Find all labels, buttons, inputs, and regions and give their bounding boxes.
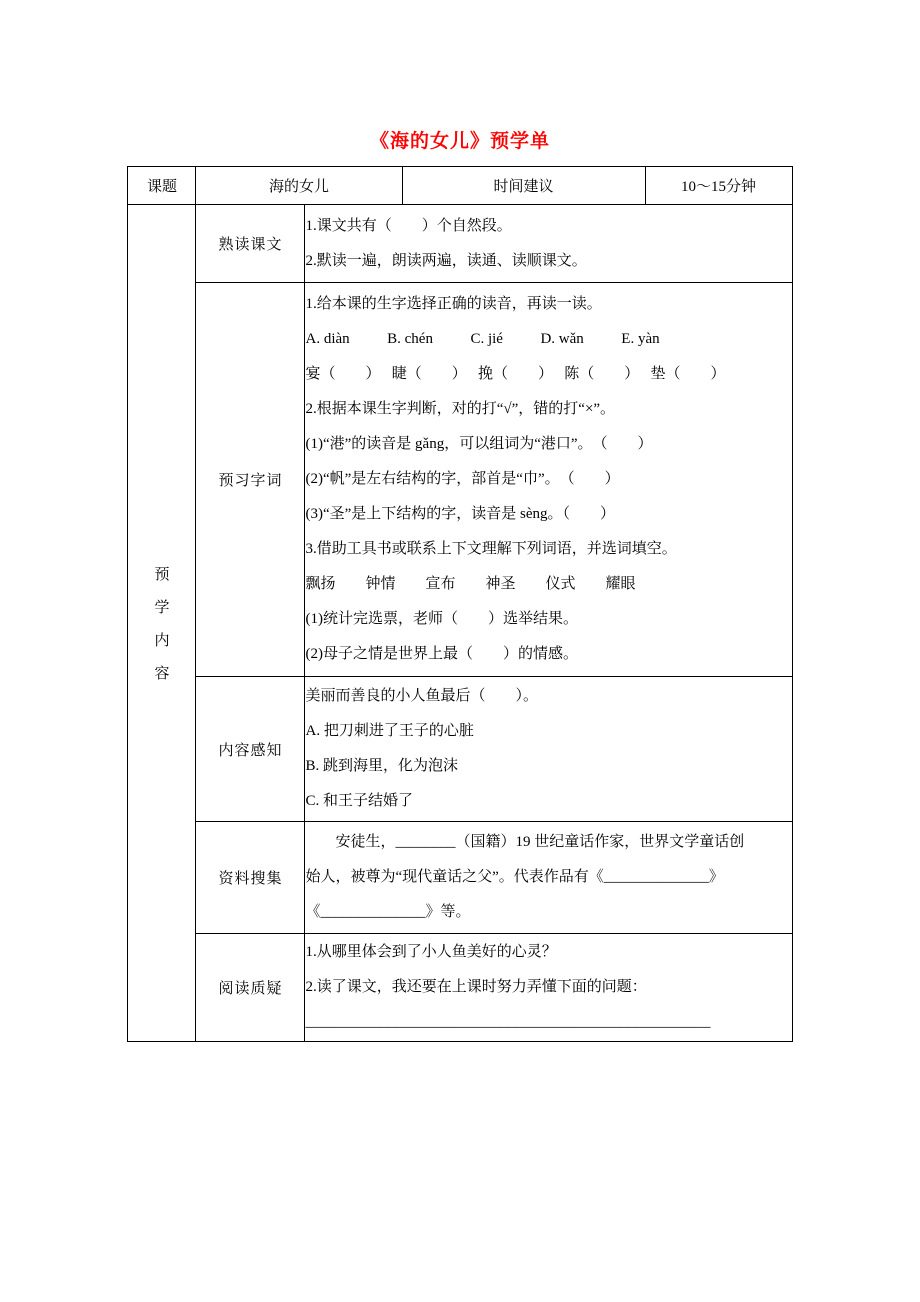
content-line: (1)“港”的读音是 gǎng，可以组词为“港口”。 （ ） xyxy=(305,436,653,452)
section-content-material-collection xyxy=(305,822,792,934)
time-value-cell: 10～15分钟 xyxy=(645,167,792,205)
content-line: 3.借助工具书或联系上下文理解下列词语，并选词填空。 xyxy=(305,541,677,557)
content-line: 1.课文共有（ ）个自然段。 xyxy=(305,217,512,234)
content-line: 宴（ ） 睫（ ） 挽（ ） 陈（ ） 垫（ ） xyxy=(305,366,726,382)
time-label-cell: 时间建议 xyxy=(402,167,645,205)
content-line: 2.读了课文，我还要在上课时努力弄懂下面的问题： xyxy=(305,979,647,995)
row-content-perception xyxy=(128,677,792,822)
vertical-label-char: 内 xyxy=(154,633,170,649)
subject-value-cell: 海的女儿 xyxy=(196,167,402,205)
section-content-content-perception xyxy=(305,677,792,822)
content-line: B. 跳到海里，化为泡沫 xyxy=(305,758,458,774)
content-line: 《______________》等。 xyxy=(305,904,471,920)
section-label-reading-questions: 阅读质疑 xyxy=(196,934,305,1042)
content-line: (2)母子之情是世界上最（ ）的情感。 xyxy=(305,646,578,662)
page-title: 《海的女儿》预学单 xyxy=(369,131,550,152)
row-preview-words xyxy=(128,283,792,677)
content-line: 2.根据本课生字判断，对的打“√”，错的打“×”。 xyxy=(305,401,616,417)
content-line: (2)“帆”是左右结构的字，部首是“巾”。 （ ） xyxy=(305,471,620,487)
section-label-material-collection: 资料搜集 xyxy=(196,822,305,934)
blank-answer-line: ______________________________________________________ xyxy=(305,1014,711,1030)
section-content-read-text xyxy=(305,205,792,283)
section-label-read-text: 熟读课文 xyxy=(196,205,305,283)
content-line: (3)“圣”是上下结构的字，读音是 sèng。（ ） xyxy=(305,506,616,522)
vertical-label-char: 学 xyxy=(154,600,170,616)
content-line: A. diàn B. chén C. jié D. wǎn E. yàn xyxy=(305,331,660,347)
row-read-text xyxy=(128,205,792,283)
section-content-reading-questions xyxy=(305,934,792,1042)
content-line: 安徒生，________（国籍）19 世纪童话作家，世界文学童话创 xyxy=(305,834,745,850)
content-line: A. 把刀刺进了王子的心脏 xyxy=(305,723,474,739)
vertical-label-char: 预 xyxy=(154,567,170,583)
vertical-label-char: 容 xyxy=(154,666,170,682)
content-line: 1.给本课的生字选择正确的读音，再读一读。 xyxy=(305,296,602,312)
preview-content-label-cell xyxy=(128,205,196,1042)
worksheet-table xyxy=(127,166,792,1042)
row-reading-questions xyxy=(128,934,792,1042)
content-line: (1)统计完选票，老师（ ）选举结果。 xyxy=(305,611,578,627)
content-line: 飘扬 钟情 宣布 神圣 仪式 耀眼 xyxy=(305,576,636,592)
section-content-preview-words xyxy=(305,283,792,677)
header-row xyxy=(128,167,792,205)
content-line: C. 和王子结婚了 xyxy=(305,793,413,809)
section-label-preview-words: 预习字词 xyxy=(196,283,305,677)
section-label-content-perception: 内容感知 xyxy=(196,677,305,822)
content-line: 美丽而善良的小人鱼最后（ ）。 xyxy=(305,688,538,704)
content-line: 1.从哪里体会到了小人鱼美好的心灵？ xyxy=(305,944,557,960)
content-line: 2.默读一遍，朗读两遍，读通、读顺课文。 xyxy=(305,252,587,269)
content-line: 始人，被尊为“现代童话之父”。代表作品有《______________》 xyxy=(305,869,724,885)
row-material-collection xyxy=(128,822,792,934)
subject-label-cell: 课题 xyxy=(128,167,196,205)
